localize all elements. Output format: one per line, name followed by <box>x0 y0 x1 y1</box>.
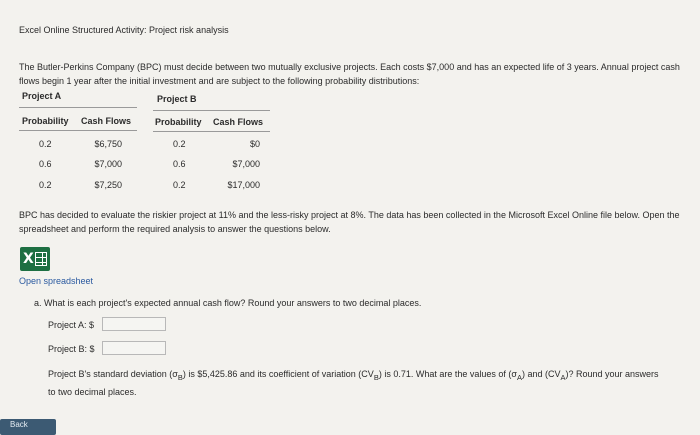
project-a-header: Project A <box>22 91 62 101</box>
project-a-prob: 0.2 <box>39 180 52 190</box>
project-b-prob: 0.2 <box>173 180 186 190</box>
project-a-cf: $7,000 <box>94 159 122 169</box>
page-title: Excel Online Structured Activity: Project risk analysis <box>19 25 229 35</box>
project-a-rule-top <box>19 107 137 108</box>
instructions-note: BPC has decided to evaluate the riskier project at 11% and the less-risky project at 8%. The data has been collected in the Microsoft Excel Online file below. Open the spreadsheet and perform the required analysis to answer the questions below. <box>19 210 680 234</box>
project-a-col-cf: Cash Flows <box>81 116 132 126</box>
project-a-cf: $6,750 <box>94 139 122 149</box>
project-a-label: Project A: $ <box>48 320 95 330</box>
question-b-sub-3: A <box>516 372 522 382</box>
project-b-cf: $7,000 <box>232 159 260 169</box>
question-b-text-5: )? Round your answers to two decimal places. <box>48 369 659 397</box>
project-a-prob: 0.6 <box>39 159 52 169</box>
project-b-header: Project B <box>157 94 197 104</box>
project-b-expected-cf-input[interactable] <box>102 341 166 355</box>
back-button[interactable]: Back <box>0 419 56 435</box>
question-b-sub-4: A <box>560 372 566 382</box>
project-a-rule-mid <box>19 130 137 131</box>
open-spreadsheet-link[interactable]: Open spreadsheet <box>19 276 94 286</box>
project-b-cf: $17,000 <box>227 180 260 190</box>
question-b-text-1: Project B's standard deviation (σ <box>48 369 178 379</box>
excel-icon[interactable]: X <box>20 247 50 271</box>
question-b-sub-1: B <box>177 372 183 382</box>
question-b <box>48 367 668 399</box>
question-b-text-4: ) and (CV <box>521 369 561 379</box>
project-b-prob: 0.6 <box>173 159 186 169</box>
project-a-cf: $7,250 <box>94 180 122 190</box>
project-b-prob: 0.2 <box>173 139 186 149</box>
project-b-col-prob: Probability <box>155 117 202 127</box>
question-b-sub-2: B <box>373 372 379 382</box>
question-b-text-3: ) is 0.71. What are the values of (σ <box>378 369 517 379</box>
project-b-label: Project B: $ <box>48 344 95 354</box>
project-b-col-cf: Cash Flows <box>213 117 264 127</box>
project-a-prob: 0.2 <box>39 139 52 149</box>
project-b-rule-top <box>153 110 270 111</box>
project-b-cf: $0 <box>249 139 260 149</box>
question-b-text-2: ) is $5,425.86 and its coefficient of variation (CV <box>182 369 374 379</box>
project-a-col-prob: Probability <box>22 116 69 126</box>
question-a: a. What is each project's expected annual cash flow? Round your answers to two decimal places. <box>34 298 422 308</box>
project-b-rule-mid <box>153 131 270 132</box>
intro-text: The Butler-Perkins Company (BPC) must decide between two mutually exclusive projects. Each costs $7,000 and has an expected life of 3 years. Annual project cash flows begin 1 year after the initial investment and are subject to the following probability distributions: <box>19 62 680 86</box>
project-a-expected-cf-input[interactable] <box>102 317 166 331</box>
